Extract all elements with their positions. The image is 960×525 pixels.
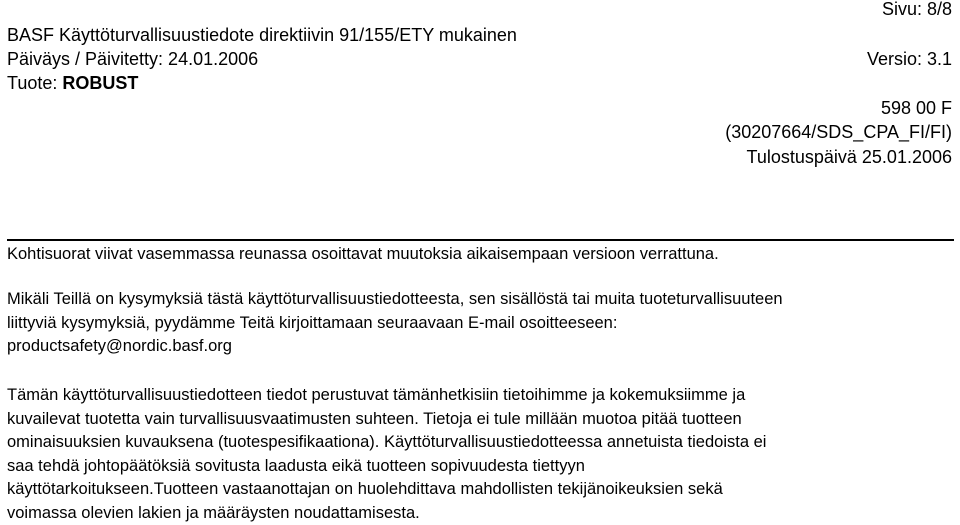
contact-paragraph — [7, 288, 955, 359]
contact-line: Mikäli Teillä on kysymyksiä tästä käyttöturvallisuustiedotteesta, sen sisällöstä tai muita tuoteturvallisuuteen — [7, 288, 955, 312]
disclaimer-line: kuvailevat tuotetta vain turvallisuusvaatimusten suhteen. Tietoja ei tule millään muotoa pitää tuotteen — [7, 408, 955, 432]
contact-email: productsafety@nordic.basf.org — [7, 335, 955, 359]
product-code: 598 00 F — [881, 97, 952, 119]
revision-notice: Kohtisuorat viivat vasemmassa reunassa osoittavat muutoksia aikaisempaan versioon verrattuna. — [7, 243, 719, 267]
product-label: Tuote: — [7, 73, 57, 93]
contact-line: liittyviä kysymyksiä, pyydämme Teitä kirjoittamaan seuraavaan E-mail osoitteeseen: — [7, 312, 955, 336]
disclaimer-line: käyttötarkoitukseen.Tuotteen vastaanottajan on huolehdittava mahdollisten tekijänoikeuksien sekä — [7, 478, 955, 502]
version-label: Versio: 3.1 — [867, 48, 952, 70]
disclaimer-paragraph — [7, 384, 955, 525]
document-title: BASF Käyttöturvallisuustiedote direktiivin 91/155/ETY mukainen — [7, 24, 517, 46]
print-date: Tulostuspäivä 25.01.2006 — [747, 146, 952, 168]
product-line — [7, 72, 138, 94]
sds-id: (30207664/SDS_CPA_FI/FI) — [725, 121, 952, 143]
divider-line — [7, 239, 954, 241]
disclaimer-line: saa tehdä johtopäätöksiä sovitusta laadusta eikä tuotteen sopivuudesta tiettyyn — [7, 455, 955, 479]
product-name: ROBUST — [62, 73, 138, 93]
disclaimer-line: Tämän käyttöturvallisuustiedotteen tiedot perustuvat tämänhetkisiin tietoihimme ja kokemuksiimme ja — [7, 384, 955, 408]
disclaimer-line: ominaisuuksien kuvauksena (tuotespesifikaationa). Käyttöturvallisuustiedotteessa annetuista tiedoista ei — [7, 431, 955, 455]
page-number: Sivu: 8/8 — [882, 0, 952, 20]
date-line: Päiväys / Päivitetty: 24.01.2006 — [7, 48, 258, 70]
disclaimer-line: voimassa olevien lakien ja määräysten noudattamisesta. — [7, 502, 955, 525]
